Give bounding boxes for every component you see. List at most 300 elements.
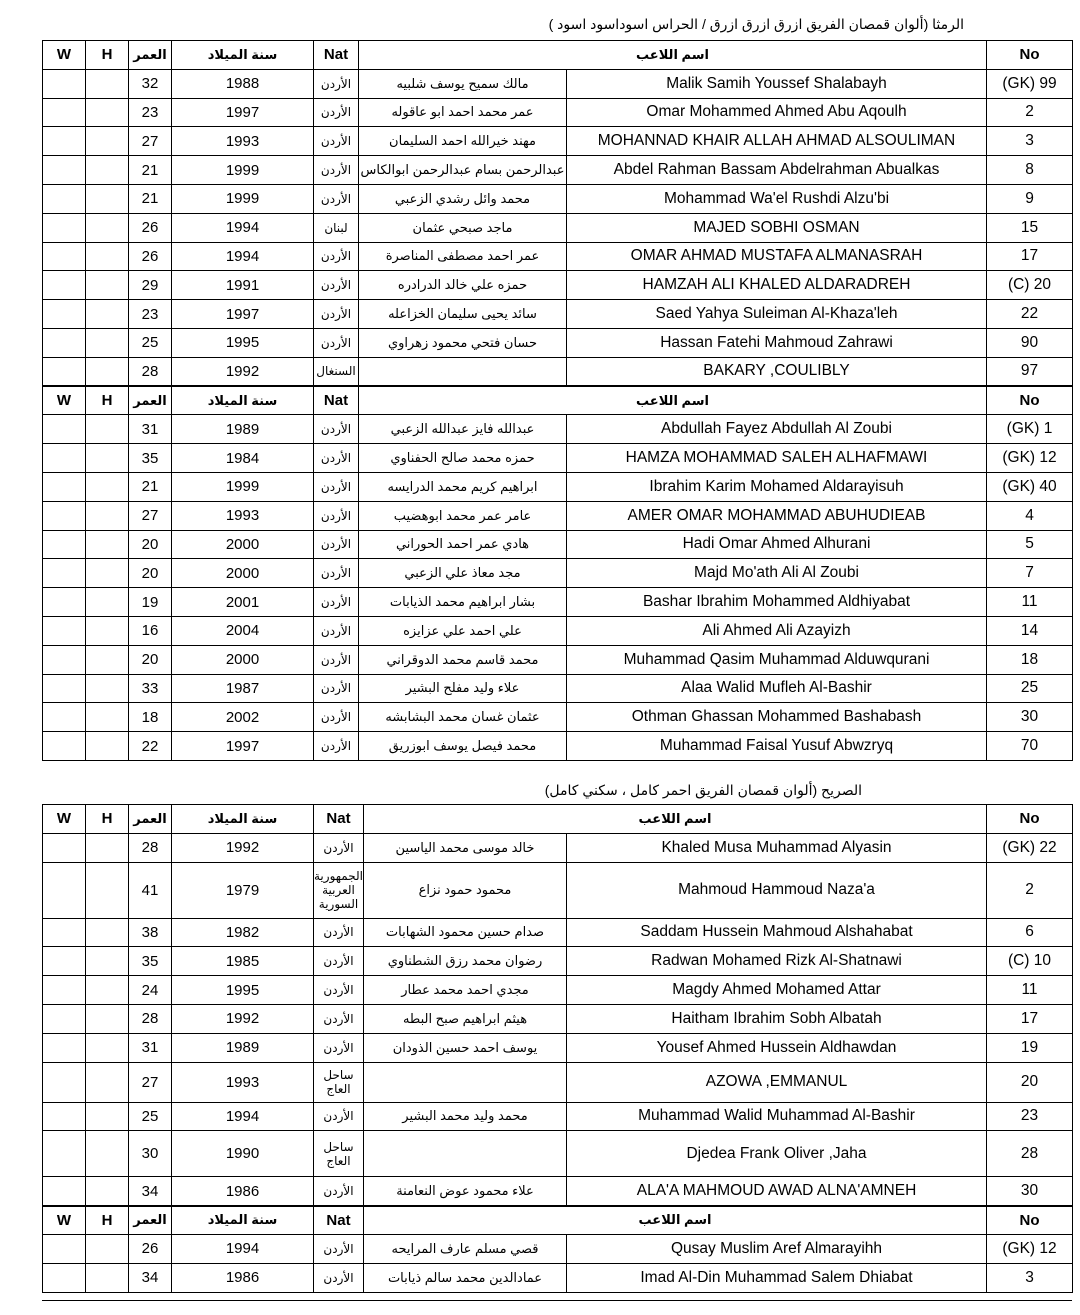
- roster-table-ramtha: [42, 40, 1073, 761]
- nationality-cell: الأردن: [314, 472, 359, 501]
- header-h: H: [86, 41, 129, 70]
- player-row: [43, 472, 1073, 501]
- age-cell: 20: [129, 645, 172, 674]
- nationality-cell: الأردن: [314, 415, 359, 444]
- nationality-cell: الأردن: [314, 127, 359, 156]
- player-row: [43, 300, 1073, 329]
- birth-year-cell: 2004: [172, 616, 314, 645]
- arabic-name-cell: حمزه علي خالد الدرادره: [359, 271, 567, 300]
- shirt-number-cell: 3: [987, 127, 1073, 156]
- age-cell: 28: [129, 357, 172, 386]
- nationality-cell: الأردن: [314, 947, 364, 976]
- player-row: [43, 530, 1073, 559]
- player-row: [43, 833, 1073, 862]
- shirt-number-cell: 20: [987, 1062, 1073, 1102]
- english-name-cell: Majd Mo'ath Ali Al Zoubi: [567, 559, 987, 588]
- player-row: [43, 184, 1073, 213]
- english-name-cell: Saddam Hussein Mahmoud Alshahabat: [567, 918, 987, 947]
- arabic-name-cell: [364, 1131, 567, 1177]
- player-row: [43, 156, 1073, 185]
- shirt-number-cell: (GK) 12: [987, 444, 1073, 473]
- shirt-number-cell: 70: [987, 732, 1073, 761]
- h-cell: [86, 616, 129, 645]
- w-cell: [43, 1033, 86, 1062]
- english-name-cell: BAKARY ,COULIBLY: [567, 357, 987, 386]
- h-cell: [86, 472, 129, 501]
- w-cell: [43, 357, 86, 386]
- h-cell: [86, 862, 129, 918]
- header-w: W: [43, 386, 86, 415]
- nationality-cell: لبنان: [314, 213, 359, 242]
- shirt-number-cell: (C) 10: [987, 947, 1073, 976]
- shirt-number-cell: 90: [987, 328, 1073, 357]
- w-cell: [43, 213, 86, 242]
- english-name-cell: Othman Ghassan Mohammed Bashabash: [567, 703, 987, 732]
- english-name-cell: Magdy Ahmed Mohamed Attar: [567, 976, 987, 1005]
- english-name-cell: Haitham Ibrahim Sobh Albatah: [567, 1004, 987, 1033]
- arabic-name-cell: قصي مسلم عارف المرايحه: [364, 1234, 567, 1263]
- nationality-cell: الأردن: [314, 444, 359, 473]
- header-row: [43, 41, 1073, 70]
- shirt-number-cell: 22: [987, 300, 1073, 329]
- age-cell: 30: [129, 1131, 172, 1177]
- age-cell: 32: [129, 69, 172, 98]
- h-cell: [86, 732, 129, 761]
- header-player-name: اسم اللاعب: [364, 1206, 987, 1235]
- nationality-cell: الأردن: [314, 833, 364, 862]
- birth-year-cell: 1986: [172, 1177, 314, 1206]
- arabic-name-cell: عمر احمد مصطفى المناصرة: [359, 242, 567, 271]
- birth-year-cell: 1999: [172, 184, 314, 213]
- shirt-number-cell: 2: [987, 98, 1073, 127]
- birth-year-cell: 1995: [172, 328, 314, 357]
- h-cell: [86, 1234, 129, 1263]
- english-name-cell: Hassan Fatehi Mahmoud Zahrawi: [567, 328, 987, 357]
- w-cell: [43, 703, 86, 732]
- age-cell: 27: [129, 127, 172, 156]
- english-name-cell: MAJED SOBHI OSMAN: [567, 213, 987, 242]
- h-cell: [86, 1033, 129, 1062]
- birth-year-cell: 1989: [172, 415, 314, 444]
- shirt-number-cell: (GK) 40: [987, 472, 1073, 501]
- header-row: [43, 805, 1073, 834]
- shirt-number-cell: 4: [987, 501, 1073, 530]
- birth-year-cell: 1992: [172, 833, 314, 862]
- w-cell: [43, 271, 86, 300]
- team-title-sareeh: الصريح (ألوان قمصان الفريق احمر كامل ، سكني كامل): [544, 782, 862, 798]
- w-cell: [43, 444, 86, 473]
- w-cell: [43, 300, 86, 329]
- birth-year-cell: 1995: [172, 976, 314, 1005]
- english-name-cell: Muhammad Faisal Yusuf Abwzryq: [567, 732, 987, 761]
- shirt-number-cell: 17: [987, 1004, 1073, 1033]
- header-no: No: [987, 386, 1073, 415]
- shirt-number-cell: 9: [987, 184, 1073, 213]
- age-cell: 18: [129, 703, 172, 732]
- w-cell: [43, 328, 86, 357]
- arabic-name-cell: عبدالرحمن بسام عبدالرحمن ابوالكاس: [359, 156, 567, 185]
- shirt-number-cell: 18: [987, 645, 1073, 674]
- h-cell: [86, 328, 129, 357]
- h-cell: [86, 645, 129, 674]
- birth-year-cell: 1994: [172, 242, 314, 271]
- nationality-cell: الأردن: [314, 184, 359, 213]
- english-name-cell: Abdullah Fayez Abdullah Al Zoubi: [567, 415, 987, 444]
- english-name-cell: Qusay Muslim Aref Almarayihh: [567, 1234, 987, 1263]
- header-player-name: اسم اللاعب: [359, 386, 987, 415]
- shirt-number-cell: 5: [987, 530, 1073, 559]
- player-row: [43, 1131, 1073, 1177]
- birth-year-cell: 1988: [172, 69, 314, 98]
- header-w: W: [43, 805, 86, 834]
- header-age: العمر: [129, 386, 172, 415]
- english-name-cell: Ali Ahmed Ali Azayizh: [567, 616, 987, 645]
- shirt-number-cell: 11: [987, 976, 1073, 1005]
- player-row: [43, 1062, 1073, 1102]
- player-row: [43, 559, 1073, 588]
- nationality-cell: الأردن: [314, 1033, 364, 1062]
- age-cell: 29: [129, 271, 172, 300]
- h-cell: [86, 1102, 129, 1131]
- header-player-name: اسم اللاعب: [364, 805, 987, 834]
- nationality-cell: الأردن: [314, 98, 359, 127]
- shirt-number-cell: (C) 20: [987, 271, 1073, 300]
- english-name-cell: Hadi Omar Ahmed Alhurani: [567, 530, 987, 559]
- nationality-cell: ساحل العاج: [314, 1131, 364, 1177]
- player-row: [43, 98, 1073, 127]
- player-row: [43, 674, 1073, 703]
- shirt-number-cell: (GK) 1: [987, 415, 1073, 444]
- header-row: [43, 1206, 1073, 1235]
- w-cell: [43, 1131, 86, 1177]
- player-row: [43, 69, 1073, 98]
- shirt-number-cell: 7: [987, 559, 1073, 588]
- birth-year-cell: 1993: [172, 1062, 314, 1102]
- w-cell: [43, 1004, 86, 1033]
- h-cell: [86, 300, 129, 329]
- birth-year-cell: 1991: [172, 271, 314, 300]
- age-cell: 16: [129, 616, 172, 645]
- player-row: [43, 1033, 1073, 1062]
- shirt-number-cell: (GK) 99: [987, 69, 1073, 98]
- player-row: [43, 918, 1073, 947]
- birth-year-cell: 1989: [172, 1033, 314, 1062]
- english-name-cell: Muhammad Qasim Muhammad Alduwqurani: [567, 645, 987, 674]
- english-name-cell: Mahmoud Hammoud Naza'a: [567, 862, 987, 918]
- h-cell: [86, 242, 129, 271]
- w-cell: [43, 184, 86, 213]
- arabic-name-cell: محمود حمود نزاع: [364, 862, 567, 918]
- english-name-cell: MOHANNAD KHAIR ALLAH AHMAD ALSOULIMAN: [567, 127, 987, 156]
- h-cell: [86, 501, 129, 530]
- w-cell: [43, 674, 86, 703]
- shirt-number-cell: 8: [987, 156, 1073, 185]
- nationality-cell: الأردن: [314, 1263, 364, 1292]
- nationality-cell: الأردن: [314, 69, 359, 98]
- nationality-cell: الأردن: [314, 242, 359, 271]
- w-cell: [43, 559, 86, 588]
- player-row: [43, 645, 1073, 674]
- nationality-cell: الأردن: [314, 588, 359, 617]
- header-no: No: [987, 41, 1073, 70]
- birth-year-cell: 1992: [172, 357, 314, 386]
- arabic-name-cell: بشار ابراهيم محمد الذيابات: [359, 588, 567, 617]
- shirt-number-cell: 97: [987, 357, 1073, 386]
- h-cell: [86, 674, 129, 703]
- player-row: [43, 732, 1073, 761]
- birth-year-cell: 1979: [172, 862, 314, 918]
- shirt-number-cell: 30: [987, 1177, 1073, 1206]
- h-cell: [86, 98, 129, 127]
- header-birth-year: سنة الميلاد: [172, 386, 314, 415]
- h-cell: [86, 69, 129, 98]
- player-row: [43, 703, 1073, 732]
- arabic-name-cell: محمد قاسم محمد الدوقراني: [359, 645, 567, 674]
- birth-year-cell: 2000: [172, 530, 314, 559]
- player-row: [43, 328, 1073, 357]
- shirt-number-cell: 2: [987, 862, 1073, 918]
- english-name-cell: Imad Al-Din Muhammad Salem Dhiabat: [567, 1263, 987, 1292]
- player-row: [43, 213, 1073, 242]
- birth-year-cell: 1986: [172, 1263, 314, 1292]
- player-row: [43, 242, 1073, 271]
- age-cell: 25: [129, 328, 172, 357]
- arabic-name-cell: حمزه محمد صالح الحفناوي: [359, 444, 567, 473]
- birth-year-cell: 1993: [172, 127, 314, 156]
- arabic-name-cell: مجد معاذ علي الزعبي: [359, 559, 567, 588]
- header-age: العمر: [129, 41, 172, 70]
- h-cell: [86, 156, 129, 185]
- english-name-cell: Mohammad Wa'el Rushdi Alzu'bi: [567, 184, 987, 213]
- birth-year-cell: 1982: [172, 918, 314, 947]
- shirt-number-cell: (GK) 12: [987, 1234, 1073, 1263]
- age-cell: 20: [129, 559, 172, 588]
- h-cell: [86, 1004, 129, 1033]
- h-cell: [86, 976, 129, 1005]
- w-cell: [43, 645, 86, 674]
- header-h: H: [86, 386, 129, 415]
- nationality-cell: السنغال: [314, 357, 359, 386]
- player-row: [43, 444, 1073, 473]
- nationality-cell: الأردن: [314, 1102, 364, 1131]
- h-cell: [86, 1062, 129, 1102]
- w-cell: [43, 472, 86, 501]
- english-name-cell: ALA'A MAHMOUD AWAD ALNA'AMNEH: [567, 1177, 987, 1206]
- arabic-name-cell: مالك سميح يوسف شلبيه: [359, 69, 567, 98]
- age-cell: 28: [129, 833, 172, 862]
- birth-year-cell: 1994: [172, 1234, 314, 1263]
- h-cell: [86, 213, 129, 242]
- player-row: [43, 1177, 1073, 1206]
- h-cell: [86, 1263, 129, 1292]
- arabic-name-cell: مجدي احمد محمد عطار: [364, 976, 567, 1005]
- arabic-name-cell: سائد يحيى سليمان الخزاعله: [359, 300, 567, 329]
- w-cell: [43, 1102, 86, 1131]
- arabic-name-cell: رضوان محمد رزق الشطناوي: [364, 947, 567, 976]
- age-cell: 27: [129, 1062, 172, 1102]
- shirt-number-cell: 23: [987, 1102, 1073, 1131]
- arabic-name-cell: عمر محمد احمد ابو عاقوله: [359, 98, 567, 127]
- age-cell: 22: [129, 732, 172, 761]
- nationality-cell: الأردن: [314, 1004, 364, 1033]
- w-cell: [43, 501, 86, 530]
- nationality-cell: الأردن: [314, 530, 359, 559]
- age-cell: 19: [129, 588, 172, 617]
- shirt-number-cell: (GK) 22: [987, 833, 1073, 862]
- player-row: [43, 415, 1073, 444]
- w-cell: [43, 127, 86, 156]
- player-row: [43, 127, 1073, 156]
- w-cell: [43, 616, 86, 645]
- age-cell: 24: [129, 976, 172, 1005]
- english-name-cell: Khaled Musa Muhammad Alyasin: [567, 833, 987, 862]
- header-birth-year: سنة الميلاد: [172, 41, 314, 70]
- birth-year-cell: 2000: [172, 645, 314, 674]
- birth-year-cell: 1992: [172, 1004, 314, 1033]
- shirt-number-cell: 11: [987, 588, 1073, 617]
- h-cell: [86, 1177, 129, 1206]
- arabic-name-cell: صدام حسين محمود الشهابات: [364, 918, 567, 947]
- english-name-cell: Alaa Walid Mufleh Al-Bashir: [567, 674, 987, 703]
- nationality-cell: الأردن: [314, 918, 364, 947]
- birth-year-cell: 1997: [172, 98, 314, 127]
- w-cell: [43, 588, 86, 617]
- player-row: [43, 588, 1073, 617]
- english-name-cell: Radwan Mohamed Rizk Al-Shatnawi: [567, 947, 987, 976]
- english-name-cell: Bashar Ibrahim Mohammed Aldhiyabat: [567, 588, 987, 617]
- age-cell: 25: [129, 1102, 172, 1131]
- age-cell: 31: [129, 1033, 172, 1062]
- nationality-cell: الأردن: [314, 674, 359, 703]
- nationality-cell: الأردن: [314, 1234, 364, 1263]
- age-cell: 41: [129, 862, 172, 918]
- nationality-cell: الأردن: [314, 976, 364, 1005]
- header-w: W: [43, 41, 86, 70]
- birth-year-cell: 1999: [172, 472, 314, 501]
- header-age: العمر: [129, 805, 172, 834]
- header-age: العمر: [129, 1206, 172, 1235]
- nationality-cell: الأردن: [314, 559, 359, 588]
- age-cell: 33: [129, 674, 172, 703]
- nationality-cell: الأردن: [314, 732, 359, 761]
- h-cell: [86, 415, 129, 444]
- age-cell: 21: [129, 472, 172, 501]
- arabic-name-cell: عبدالله فايز عبدالله الزعبي: [359, 415, 567, 444]
- birth-year-cell: 1987: [172, 674, 314, 703]
- nationality-cell: الأردن: [314, 703, 359, 732]
- shirt-number-cell: 25: [987, 674, 1073, 703]
- birth-year-cell: 1994: [172, 213, 314, 242]
- age-cell: 31: [129, 415, 172, 444]
- player-row: [43, 976, 1073, 1005]
- age-cell: 27: [129, 501, 172, 530]
- age-cell: 35: [129, 444, 172, 473]
- nationality-cell: الأردن: [314, 501, 359, 530]
- shirt-number-cell: 30: [987, 703, 1073, 732]
- w-cell: [43, 1062, 86, 1102]
- arabic-name-cell: محمد فيصل يوسف ابوزريق: [359, 732, 567, 761]
- birth-year-cell: 2002: [172, 703, 314, 732]
- age-cell: 34: [129, 1177, 172, 1206]
- english-name-cell: Malik Samih Youssef Shalabayh: [567, 69, 987, 98]
- header-player-name: اسم اللاعب: [359, 41, 987, 70]
- birth-year-cell: 1984: [172, 444, 314, 473]
- arabic-name-cell: هادي عمر احمد الحوراني: [359, 530, 567, 559]
- english-name-cell: Yousef Ahmed Hussein Aldhawdan: [567, 1033, 987, 1062]
- h-cell: [86, 918, 129, 947]
- arabic-name-cell: حسان فتحي محمود زهراوي: [359, 328, 567, 357]
- english-name-cell: HAMZA MOHAMMAD SALEH ALHAFMAWI: [567, 444, 987, 473]
- player-row: [43, 271, 1073, 300]
- nationality-cell: الأردن: [314, 328, 359, 357]
- birth-year-cell: 1997: [172, 732, 314, 761]
- w-cell: [43, 1177, 86, 1206]
- player-row: [43, 501, 1073, 530]
- age-cell: 23: [129, 98, 172, 127]
- player-row: [43, 1102, 1073, 1131]
- birth-year-cell: 1997: [172, 300, 314, 329]
- english-name-cell: AZOWA ,EMMANUL: [567, 1062, 987, 1102]
- nationality-cell: الأردن: [314, 156, 359, 185]
- age-cell: 28: [129, 1004, 172, 1033]
- shirt-number-cell: 17: [987, 242, 1073, 271]
- age-cell: 26: [129, 1234, 172, 1263]
- h-cell: [86, 947, 129, 976]
- age-cell: 21: [129, 184, 172, 213]
- player-row: [43, 1234, 1073, 1263]
- player-row: [43, 862, 1073, 918]
- h-cell: [86, 357, 129, 386]
- birth-year-cell: 1994: [172, 1102, 314, 1131]
- bottom-rule: [42, 1300, 1072, 1301]
- header-nat: Nat: [314, 41, 359, 70]
- english-name-cell: Omar Mohammed Ahmed Abu Aqoulh: [567, 98, 987, 127]
- w-cell: [43, 415, 86, 444]
- arabic-name-cell: علي احمد علي عزايزه: [359, 616, 567, 645]
- english-name-cell: HAMZAH ALI KHALED ALDARADREH: [567, 271, 987, 300]
- h-cell: [86, 271, 129, 300]
- age-cell: 20: [129, 530, 172, 559]
- shirt-number-cell: 15: [987, 213, 1073, 242]
- birth-year-cell: 1993: [172, 501, 314, 530]
- birth-year-cell: 1990: [172, 1131, 314, 1177]
- arabic-name-cell: علاء وليد مفلح البشير: [359, 674, 567, 703]
- header-nat: Nat: [314, 805, 364, 834]
- english-name-cell: AMER OMAR MOHAMMAD ABUHUDIEAB: [567, 501, 987, 530]
- player-row: [43, 616, 1073, 645]
- w-cell: [43, 1234, 86, 1263]
- h-cell: [86, 1131, 129, 1177]
- arabic-name-cell: عامر عمر محمد ابوهضيب: [359, 501, 567, 530]
- h-cell: [86, 703, 129, 732]
- age-cell: 26: [129, 213, 172, 242]
- english-name-cell: Saed Yahya Suleiman Al-Khaza'leh: [567, 300, 987, 329]
- shirt-number-cell: 19: [987, 1033, 1073, 1062]
- w-cell: [43, 1263, 86, 1292]
- shirt-number-cell: 3: [987, 1263, 1073, 1292]
- header-no: No: [987, 1206, 1073, 1235]
- arabic-name-cell: [364, 1062, 567, 1102]
- birth-year-cell: 2000: [172, 559, 314, 588]
- nationality-cell: الأردن: [314, 645, 359, 674]
- header-nat: Nat: [314, 1206, 364, 1235]
- birth-year-cell: 1999: [172, 156, 314, 185]
- shirt-number-cell: 14: [987, 616, 1073, 645]
- header-w: W: [43, 1206, 86, 1235]
- h-cell: [86, 444, 129, 473]
- player-row: [43, 357, 1073, 386]
- player-row: [43, 947, 1073, 976]
